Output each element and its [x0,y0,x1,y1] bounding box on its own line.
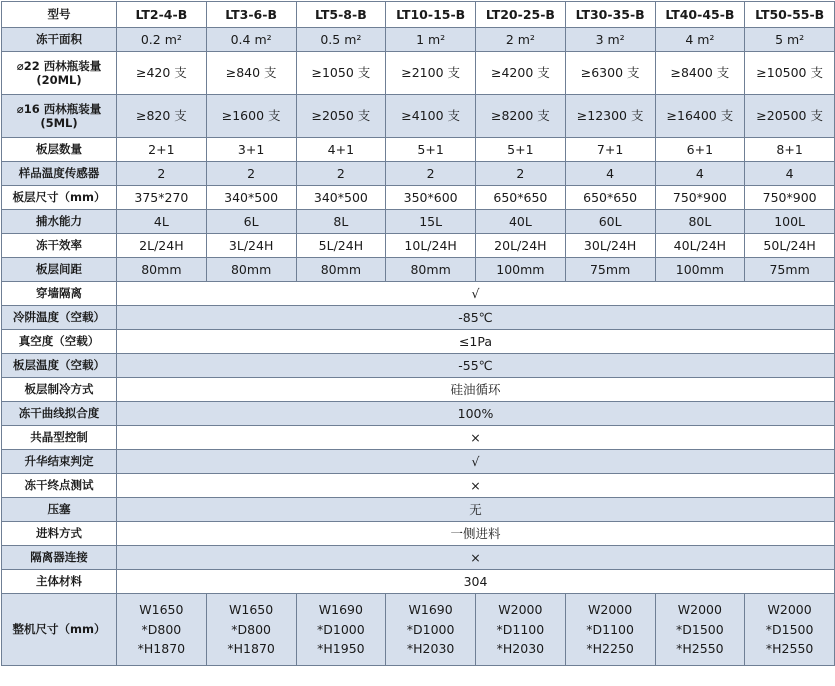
merged-cell: √ [117,282,835,306]
dimension-cell [745,594,835,666]
table-cell: 2 [296,162,386,186]
dimension-line: *D800 [141,621,182,637]
merged-cell: 无 [117,498,835,522]
table-cell: ≥2050 支 [296,95,386,138]
table-cell: 80mm [386,258,476,282]
table-cell: 2 m² [476,28,566,52]
dimension-line: *H1870 [137,641,186,657]
table-cell: 0.2 m² [117,28,207,52]
table-cell: 4 [565,162,655,186]
row-label: 主体材料 [2,570,117,594]
header-row [2,2,835,28]
dimension-line: W2000 [588,602,633,618]
dimension-line: W2000 [498,602,543,618]
table-cell: 100mm [655,258,745,282]
table-cell: 7+1 [565,138,655,162]
row-vial-22 [2,52,835,95]
table-cell: 8L [296,210,386,234]
table-cell: ≥10500 支 [745,52,835,95]
table-cell: ≥820 支 [117,95,207,138]
row-label: 隔离器连接 [2,546,117,570]
table-cell: 650*650 [565,186,655,210]
row-endpoint-test [2,474,835,498]
dimension-line: *D1100 [586,621,634,637]
row-label: 进料方式 [2,522,117,546]
merged-cell: √ [117,450,835,474]
table-cell: 340*500 [206,186,296,210]
table-cell: 5+1 [476,138,566,162]
table-cell: 2 [117,162,207,186]
dimension-cell [296,594,386,666]
table-cell: 80mm [117,258,207,282]
merged-cell: 100% [117,402,835,426]
table-cell: 4+1 [296,138,386,162]
row-vacuum [2,330,835,354]
dimension-cell [565,594,655,666]
table-cell: 8+1 [745,138,835,162]
table-cell: 4 m² [655,28,745,52]
model-header: LT3-6-B [206,2,296,28]
row-vial-16 [2,95,835,138]
model-header: LT30-35-B [565,2,655,28]
merged-cell: × [117,546,835,570]
row-shelf-size [2,186,835,210]
row-label [2,95,117,138]
table-cell: 75mm [745,258,835,282]
dimension-line: *H1950 [317,641,365,657]
row-label: 冻干曲线拟合度 [2,402,117,426]
table-cell: 5L/24H [296,234,386,258]
row-label: 穿墙隔离 [2,282,117,306]
table-cell: 80mm [206,258,296,282]
table-cell: ≥1600 支 [206,95,296,138]
table-cell: ≥1050 支 [296,52,386,95]
row-label-line: ⌀22 西林瓶装量 [16,58,102,73]
dimension-line: W1690 [408,602,453,618]
row-sensors [2,162,835,186]
merged-cell: -55℃ [117,354,835,378]
row-label: 冷阱温度（空载） [2,306,117,330]
model-header: LT40-45-B [655,2,745,28]
table-cell: 60L [565,210,655,234]
row-label: 压塞 [2,498,117,522]
model-header: LT2-4-B [117,2,207,28]
merged-cell: -85℃ [117,306,835,330]
table-cell: 650*650 [476,186,566,210]
table-cell: 5+1 [386,138,476,162]
row-label [2,52,117,95]
row-label: 真空度（空载） [2,330,117,354]
dimension-line: *D1100 [496,621,545,637]
dimension-line: W1690 [318,602,363,618]
dimension-cell [386,594,476,666]
table-cell: 6L [206,210,296,234]
row-stoppering [2,498,835,522]
dimension-line: *D1000 [406,621,455,637]
dimension-line: W1650 [139,602,184,618]
row-label: 板层尺寸（mm） [2,186,117,210]
table-cell: 750*900 [655,186,745,210]
table-cell: 375*270 [117,186,207,210]
dimension-line: W1650 [229,602,274,618]
row-cooling-method [2,378,835,402]
header-label: 型号 [2,2,117,28]
table-cell: 1 m² [386,28,476,52]
row-label: 样品温度传感器 [2,162,117,186]
table-cell: 4 [655,162,745,186]
dimension-line: *D1000 [317,621,365,637]
table-cell: ≥6300 支 [565,52,655,95]
table-cell: ≥12300 支 [565,95,655,138]
table-cell: 2 [386,162,476,186]
table-cell: 5 m² [745,28,835,52]
dimension-cell [206,594,296,666]
dimension-line: *H2030 [406,641,455,657]
table-cell: 3 m² [565,28,655,52]
table-cell: ≥8200 支 [476,95,566,138]
table-cell: 10L/24H [386,234,476,258]
table-cell: ≥4200 支 [476,52,566,95]
row-shelf-count [2,138,835,162]
table-cell: 50L/24H [745,234,835,258]
row-shelf-temp [2,354,835,378]
table-cell: 30L/24H [565,234,655,258]
model-header: LT50-55-B [745,2,835,28]
table-cell: 340*500 [296,186,386,210]
merged-cell: 304 [117,570,835,594]
table-cell: 0.5 m² [296,28,386,52]
table-cell: 75mm [565,258,655,282]
row-label: 冻干终点测试 [2,474,117,498]
merged-cell: 一侧进料 [117,522,835,546]
table-cell: 350*600 [386,186,476,210]
merged-cell: × [117,474,835,498]
table-cell: ≥2100 支 [386,52,476,95]
dimension-line: *D1500 [676,621,724,637]
row-label: 冻干效率 [2,234,117,258]
table-cell: 20L/24H [476,234,566,258]
table-cell: 80L [655,210,745,234]
row-label: 整机尺寸（mm） [2,594,117,666]
row-label: 板层制冷方式 [2,378,117,402]
dimension-line: W2000 [767,602,812,618]
row-label-line: (20ML) [36,73,82,87]
dimension-line: *H2550 [765,641,814,657]
row-label: 冻干面积 [2,28,117,52]
dimension-line: *D800 [231,621,271,637]
table-cell: 2 [476,162,566,186]
table-cell: 0.4 m² [206,28,296,52]
row-eutectic-control [2,426,835,450]
table-cell: 3+1 [206,138,296,162]
row-label: 升华结束判定 [2,450,117,474]
row-efficiency [2,234,835,258]
dimension-cell [117,594,207,666]
row-isolator-connection [2,546,835,570]
table-cell: ≥840 支 [206,52,296,95]
dimension-line: *H2030 [496,641,545,657]
dimension-line: W2000 [677,602,722,618]
table-cell: 100L [745,210,835,234]
row-label: 捕水能力 [2,210,117,234]
row-water-capacity [2,210,835,234]
row-label: 板层数量 [2,138,117,162]
model-header: LT10-15-B [386,2,476,28]
row-label-line: (5ML) [40,116,78,130]
model-header: LT20-25-B [476,2,566,28]
table-cell: ≥8400 支 [655,52,745,95]
dimension-line: *H1870 [227,641,275,657]
dimension-line: *H2250 [586,641,634,657]
row-freeze-area [2,28,835,52]
row-wall-isolation [2,282,835,306]
row-sublimation-end [2,450,835,474]
row-feeding-method [2,522,835,546]
merged-cell: ≤1Pa [117,330,835,354]
table-cell: 2 [206,162,296,186]
row-curve-fit [2,402,835,426]
table-cell: ≥420 支 [117,52,207,95]
dimension-line: *H2550 [676,641,724,657]
table-cell: 4 [745,162,835,186]
spec-table [1,1,835,666]
row-label: 板层温度（空载） [2,354,117,378]
table-cell: 2L/24H [117,234,207,258]
table-cell: 40L/24H [655,234,745,258]
row-label-line: ⌀16 西林瓶装量 [16,101,102,116]
table-cell: 80mm [296,258,386,282]
row-cold-trap-temp [2,306,835,330]
table-cell: 100mm [476,258,566,282]
row-body-material [2,570,835,594]
table-cell: ≥16400 支 [655,95,745,138]
dimension-cell [476,594,566,666]
merged-cell: 硅油循环 [117,378,835,402]
merged-cell: × [117,426,835,450]
dimension-cell [655,594,745,666]
table-cell: ≥4100 支 [386,95,476,138]
row-shelf-spacing [2,258,835,282]
dimension-line: *D1500 [765,621,814,637]
table-cell: 40L [476,210,566,234]
table-cell: 750*900 [745,186,835,210]
table-cell: 3L/24H [206,234,296,258]
model-header: LT5-8-B [296,2,386,28]
table-cell: 15L [386,210,476,234]
row-label: 共晶型控制 [2,426,117,450]
table-cell: ≥20500 支 [745,95,835,138]
row-machine-dimensions [2,594,835,666]
row-label: 板层间距 [2,258,117,282]
table-cell: 2+1 [117,138,207,162]
table-cell: 6+1 [655,138,745,162]
table-cell: 4L [117,210,207,234]
